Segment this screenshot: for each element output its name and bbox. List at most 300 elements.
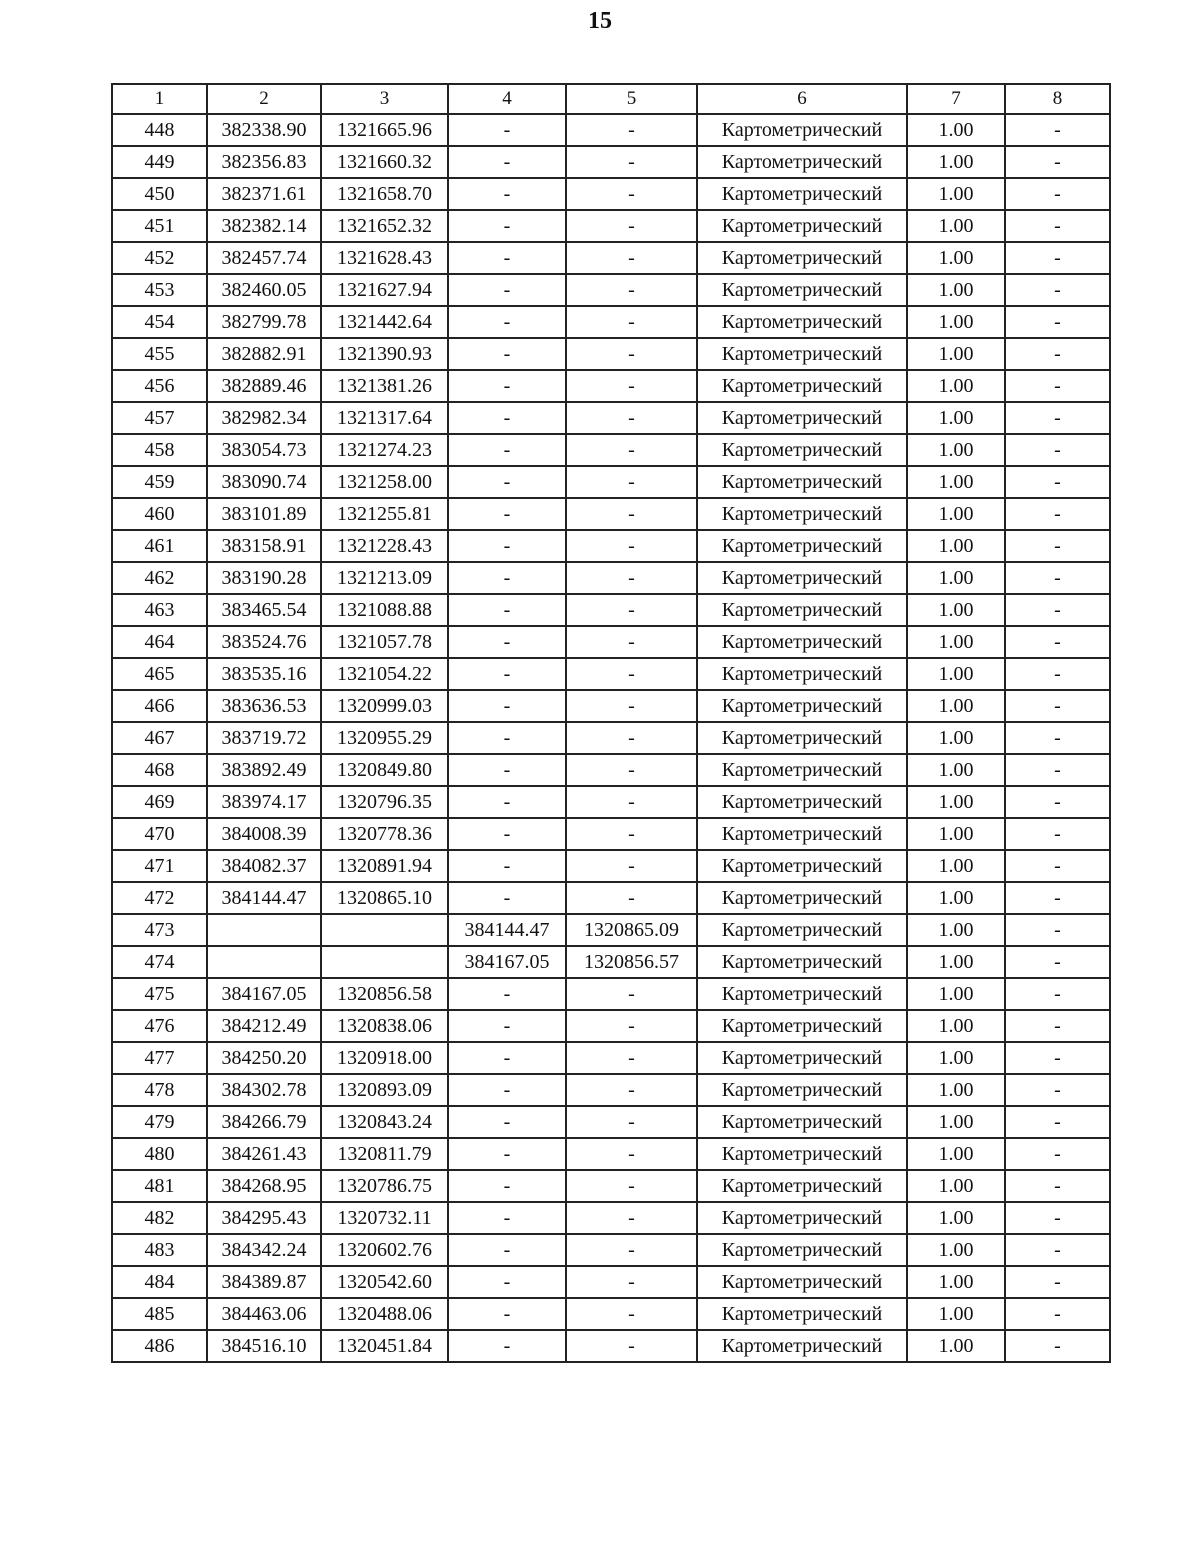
page-number: 15 <box>588 8 612 34</box>
cell-new-coord-x: - <box>448 690 566 722</box>
cell-coord-x: 384302.78 <box>207 1074 321 1106</box>
cell-point-number: 469 <box>112 786 207 818</box>
cell-point-number: 449 <box>112 146 207 178</box>
cell-new-coord-x: - <box>448 786 566 818</box>
cell-coord-x: 383101.89 <box>207 498 321 530</box>
cell-new-coord-y: - <box>566 658 697 690</box>
cell-coord-y: 1321255.81 <box>321 498 448 530</box>
cell-point-number: 454 <box>112 306 207 338</box>
cell-new-coord-x: - <box>448 402 566 434</box>
cell-description: - <box>1005 1330 1110 1362</box>
cell-coord-x: 384167.05 <box>207 978 321 1010</box>
cell-coord-y: 1321317.64 <box>321 402 448 434</box>
cell-coord-y: 1320542.60 <box>321 1266 448 1298</box>
table-row <box>112 146 1110 178</box>
cell-method: Картометрический <box>697 946 907 978</box>
cell-new-coord-y: 1320856.57 <box>566 946 697 978</box>
cell-coord-y <box>321 914 448 946</box>
cell-new-coord-y: - <box>566 1298 697 1330</box>
cell-new-coord-x: - <box>448 562 566 594</box>
table-row <box>112 818 1110 850</box>
cell-coord-y: 1321628.43 <box>321 242 448 274</box>
cell-point-number: 450 <box>112 178 207 210</box>
cell-point-number: 456 <box>112 370 207 402</box>
cell-new-coord-y: - <box>566 242 697 274</box>
cell-point-number: 457 <box>112 402 207 434</box>
cell-coord-x: 382356.83 <box>207 146 321 178</box>
cell-method: Картометрический <box>697 850 907 882</box>
cell-coord-x: 382382.14 <box>207 210 321 242</box>
cell-new-coord-y: - <box>566 370 697 402</box>
cell-description: - <box>1005 466 1110 498</box>
cell-point-number: 479 <box>112 1106 207 1138</box>
cell-new-coord-x: - <box>448 626 566 658</box>
cell-accuracy: 1.00 <box>907 882 1005 914</box>
cell-method: Картометрический <box>697 530 907 562</box>
cell-point-number: 461 <box>112 530 207 562</box>
table-row <box>112 722 1110 754</box>
cell-coord-y: 1320856.58 <box>321 978 448 1010</box>
cell-coord-x: 384389.87 <box>207 1266 321 1298</box>
cell-description: - <box>1005 1202 1110 1234</box>
cell-description: - <box>1005 658 1110 690</box>
cell-coord-x: 382982.34 <box>207 402 321 434</box>
table-row <box>112 914 1110 946</box>
cell-new-coord-x: - <box>448 1074 566 1106</box>
cell-coord-x: 384295.43 <box>207 1202 321 1234</box>
cell-new-coord-x: - <box>448 338 566 370</box>
table-row <box>112 690 1110 722</box>
cell-coord-y: 1321213.09 <box>321 562 448 594</box>
cell-accuracy: 1.00 <box>907 626 1005 658</box>
cell-method: Картометрический <box>697 882 907 914</box>
cell-method: Картометрический <box>697 338 907 370</box>
cell-method: Картометрический <box>697 306 907 338</box>
cell-accuracy: 1.00 <box>907 1266 1005 1298</box>
cell-new-coord-y: - <box>566 178 697 210</box>
cell-method: Картометрический <box>697 786 907 818</box>
cell-new-coord-x: - <box>448 1202 566 1234</box>
cell-coord-y: 1320865.10 <box>321 882 448 914</box>
table-row <box>112 626 1110 658</box>
cell-coord-x: 382371.61 <box>207 178 321 210</box>
cell-new-coord-x: - <box>448 818 566 850</box>
cell-point-number: 458 <box>112 434 207 466</box>
table-row <box>112 402 1110 434</box>
cell-description: - <box>1005 306 1110 338</box>
table-row <box>112 274 1110 306</box>
cell-accuracy: 1.00 <box>907 370 1005 402</box>
cell-method: Картометрический <box>697 370 907 402</box>
cell-new-coord-y: - <box>566 722 697 754</box>
cell-method: Картометрический <box>697 1298 907 1330</box>
cell-coord-y <box>321 946 448 978</box>
cell-new-coord-x: - <box>448 1266 566 1298</box>
cell-point-number: 475 <box>112 978 207 1010</box>
column-header-7: 7 <box>907 84 1005 114</box>
cell-point-number: 480 <box>112 1138 207 1170</box>
cell-new-coord-x: - <box>448 1170 566 1202</box>
cell-coord-y: 1321660.32 <box>321 146 448 178</box>
cell-point-number: 471 <box>112 850 207 882</box>
cell-description: - <box>1005 498 1110 530</box>
cell-new-coord-x: - <box>448 754 566 786</box>
cell-coord-y: 1321088.88 <box>321 594 448 626</box>
cell-coord-y: 1320732.11 <box>321 1202 448 1234</box>
cell-description: - <box>1005 114 1110 146</box>
cell-point-number: 464 <box>112 626 207 658</box>
cell-method: Картометрический <box>697 1138 907 1170</box>
cell-coord-y: 1320786.75 <box>321 1170 448 1202</box>
cell-point-number: 465 <box>112 658 207 690</box>
cell-description: - <box>1005 754 1110 786</box>
cell-new-coord-x: - <box>448 1330 566 1362</box>
cell-description: - <box>1005 882 1110 914</box>
cell-method: Картометрический <box>697 626 907 658</box>
cell-new-coord-x: - <box>448 178 566 210</box>
cell-method: Картометрический <box>697 274 907 306</box>
cell-method: Картометрический <box>697 690 907 722</box>
cell-accuracy: 1.00 <box>907 114 1005 146</box>
table-row <box>112 178 1110 210</box>
cell-coord-x: 383465.54 <box>207 594 321 626</box>
cell-method: Картометрический <box>697 1234 907 1266</box>
cell-coord-y: 1320451.84 <box>321 1330 448 1362</box>
cell-accuracy: 1.00 <box>907 530 1005 562</box>
table-row <box>112 1298 1110 1330</box>
cell-coord-y: 1320602.76 <box>321 1234 448 1266</box>
cell-accuracy: 1.00 <box>907 498 1005 530</box>
table-row <box>112 1010 1110 1042</box>
cell-method: Картометрический <box>697 1074 907 1106</box>
cell-accuracy: 1.00 <box>907 1202 1005 1234</box>
table-row <box>112 466 1110 498</box>
cell-point-number: 484 <box>112 1266 207 1298</box>
cell-accuracy: 1.00 <box>907 402 1005 434</box>
cell-point-number: 459 <box>112 466 207 498</box>
cell-method: Картометрический <box>697 242 907 274</box>
cell-coord-x: 384144.47 <box>207 882 321 914</box>
cell-point-number: 455 <box>112 338 207 370</box>
cell-new-coord-y: - <box>566 1074 697 1106</box>
cell-coord-x: 382889.46 <box>207 370 321 402</box>
cell-coord-x: 384342.24 <box>207 1234 321 1266</box>
cell-new-coord-x: - <box>448 1042 566 1074</box>
table-row <box>112 498 1110 530</box>
cell-method: Картометрический <box>697 594 907 626</box>
table-row <box>112 1202 1110 1234</box>
cell-accuracy: 1.00 <box>907 754 1005 786</box>
coordinates-table <box>111 83 1111 1363</box>
table-row <box>112 978 1110 1010</box>
cell-accuracy: 1.00 <box>907 722 1005 754</box>
cell-description: - <box>1005 434 1110 466</box>
cell-point-number: 463 <box>112 594 207 626</box>
cell-coord-x: 382338.90 <box>207 114 321 146</box>
cell-point-number: 474 <box>112 946 207 978</box>
table-row <box>112 786 1110 818</box>
table-row <box>112 850 1110 882</box>
cell-accuracy: 1.00 <box>907 786 1005 818</box>
cell-accuracy: 1.00 <box>907 850 1005 882</box>
cell-coord-x: 384008.39 <box>207 818 321 850</box>
cell-method: Картометрический <box>697 178 907 210</box>
cell-new-coord-y: - <box>566 434 697 466</box>
cell-new-coord-y: - <box>566 210 697 242</box>
cell-new-coord-x: - <box>448 1298 566 1330</box>
cell-point-number: 451 <box>112 210 207 242</box>
cell-new-coord-y: - <box>566 1170 697 1202</box>
cell-new-coord-x: - <box>448 306 566 338</box>
cell-coord-x: 384516.10 <box>207 1330 321 1362</box>
cell-accuracy: 1.00 <box>907 818 1005 850</box>
cell-new-coord-y: - <box>566 978 697 1010</box>
table-row <box>112 338 1110 370</box>
cell-accuracy: 1.00 <box>907 1330 1005 1362</box>
cell-coord-x <box>207 914 321 946</box>
cell-new-coord-y: - <box>566 306 697 338</box>
cell-new-coord-x: - <box>448 1138 566 1170</box>
cell-accuracy: 1.00 <box>907 178 1005 210</box>
cell-coord-x: 384250.20 <box>207 1042 321 1074</box>
table-row <box>112 1042 1110 1074</box>
cell-point-number: 481 <box>112 1170 207 1202</box>
table-row <box>112 1074 1110 1106</box>
cell-coord-x: 383974.17 <box>207 786 321 818</box>
table-row <box>112 562 1110 594</box>
cell-description: - <box>1005 146 1110 178</box>
cell-description: - <box>1005 562 1110 594</box>
table-row <box>112 1234 1110 1266</box>
cell-coord-x: 383090.74 <box>207 466 321 498</box>
cell-new-coord-x: - <box>448 1234 566 1266</box>
cell-coord-y: 1321228.43 <box>321 530 448 562</box>
cell-coord-x: 382799.78 <box>207 306 321 338</box>
cell-new-coord-y: - <box>566 146 697 178</box>
cell-coord-y: 1321381.26 <box>321 370 448 402</box>
cell-new-coord-y: - <box>566 530 697 562</box>
cell-new-coord-x: - <box>448 114 566 146</box>
cell-new-coord-x: - <box>448 658 566 690</box>
cell-point-number: 478 <box>112 1074 207 1106</box>
cell-new-coord-x: - <box>448 274 566 306</box>
cell-coord-y: 1320488.06 <box>321 1298 448 1330</box>
cell-accuracy: 1.00 <box>907 594 1005 626</box>
cell-new-coord-y: - <box>566 1138 697 1170</box>
cell-accuracy: 1.00 <box>907 978 1005 1010</box>
column-header-5: 5 <box>566 84 697 114</box>
cell-point-number: 448 <box>112 114 207 146</box>
table-row <box>112 370 1110 402</box>
cell-point-number: 482 <box>112 1202 207 1234</box>
cell-coord-x: 383054.73 <box>207 434 321 466</box>
cell-new-coord-y: - <box>566 690 697 722</box>
cell-new-coord-y: - <box>566 562 697 594</box>
cell-new-coord-x: - <box>448 498 566 530</box>
cell-description: - <box>1005 594 1110 626</box>
table-row <box>112 1170 1110 1202</box>
cell-description: - <box>1005 242 1110 274</box>
cell-method: Картометрический <box>697 1106 907 1138</box>
table-row <box>112 754 1110 786</box>
cell-accuracy: 1.00 <box>907 1010 1005 1042</box>
cell-new-coord-y: - <box>566 402 697 434</box>
cell-new-coord-x: - <box>448 594 566 626</box>
cell-description: - <box>1005 370 1110 402</box>
cell-description: - <box>1005 978 1110 1010</box>
cell-point-number: 466 <box>112 690 207 722</box>
cell-new-coord-x: - <box>448 466 566 498</box>
cell-method: Картометрический <box>697 978 907 1010</box>
cell-accuracy: 1.00 <box>907 1074 1005 1106</box>
table-row <box>112 242 1110 274</box>
cell-description: - <box>1005 274 1110 306</box>
cell-coord-x: 383535.16 <box>207 658 321 690</box>
cell-description: - <box>1005 530 1110 562</box>
cell-coord-y: 1320849.80 <box>321 754 448 786</box>
cell-method: Картометрический <box>697 914 907 946</box>
cell-point-number: 486 <box>112 1330 207 1362</box>
cell-method: Картометрический <box>697 402 907 434</box>
cell-coord-x: 383524.76 <box>207 626 321 658</box>
cell-new-coord-y: - <box>566 338 697 370</box>
cell-new-coord-y: - <box>566 786 697 818</box>
cell-coord-x: 384463.06 <box>207 1298 321 1330</box>
table-row <box>112 1106 1110 1138</box>
cell-accuracy: 1.00 <box>907 946 1005 978</box>
cell-method: Картометрический <box>697 722 907 754</box>
cell-accuracy: 1.00 <box>907 434 1005 466</box>
cell-point-number: 483 <box>112 1234 207 1266</box>
cell-method: Картометрический <box>697 1266 907 1298</box>
cell-coord-y: 1321258.00 <box>321 466 448 498</box>
cell-description: - <box>1005 1106 1110 1138</box>
table-row <box>112 658 1110 690</box>
cell-description: - <box>1005 1170 1110 1202</box>
cell-accuracy: 1.00 <box>907 210 1005 242</box>
cell-description: - <box>1005 914 1110 946</box>
cell-description: - <box>1005 1042 1110 1074</box>
column-header-6: 6 <box>697 84 907 114</box>
cell-coord-y: 1321057.78 <box>321 626 448 658</box>
cell-accuracy: 1.00 <box>907 274 1005 306</box>
cell-coord-y: 1320999.03 <box>321 690 448 722</box>
table-row <box>112 882 1110 914</box>
table-row <box>112 1138 1110 1170</box>
column-header-2: 2 <box>207 84 321 114</box>
table-row <box>112 594 1110 626</box>
cell-coord-y: 1320838.06 <box>321 1010 448 1042</box>
cell-coord-y: 1321390.93 <box>321 338 448 370</box>
cell-description: - <box>1005 1266 1110 1298</box>
cell-new-coord-x: - <box>448 722 566 754</box>
table-row <box>112 1266 1110 1298</box>
table-body <box>112 84 1110 1362</box>
cell-accuracy: 1.00 <box>907 1106 1005 1138</box>
cell-coord-x: 382460.05 <box>207 274 321 306</box>
table-row <box>112 210 1110 242</box>
cell-coord-x: 383190.28 <box>207 562 321 594</box>
cell-new-coord-x: - <box>448 370 566 402</box>
cell-new-coord-x: - <box>448 1010 566 1042</box>
cell-method: Картометрический <box>697 1042 907 1074</box>
cell-coord-x: 383636.53 <box>207 690 321 722</box>
cell-method: Картометрический <box>697 1010 907 1042</box>
cell-coord-x: 383892.49 <box>207 754 321 786</box>
cell-new-coord-y: - <box>566 818 697 850</box>
table-row <box>112 114 1110 146</box>
cell-method: Картометрический <box>697 210 907 242</box>
cell-accuracy: 1.00 <box>907 1042 1005 1074</box>
table-row <box>112 1330 1110 1362</box>
cell-accuracy: 1.00 <box>907 1298 1005 1330</box>
cell-coord-x: 382882.91 <box>207 338 321 370</box>
cell-accuracy: 1.00 <box>907 1234 1005 1266</box>
cell-coord-x: 384261.43 <box>207 1138 321 1170</box>
cell-new-coord-x: - <box>448 146 566 178</box>
cell-new-coord-y: - <box>566 1042 697 1074</box>
cell-new-coord-x: - <box>448 1106 566 1138</box>
cell-description: - <box>1005 210 1110 242</box>
cell-point-number: 472 <box>112 882 207 914</box>
cell-new-coord-y: - <box>566 1330 697 1362</box>
cell-new-coord-y: - <box>566 1234 697 1266</box>
column-header-4: 4 <box>448 84 566 114</box>
cell-new-coord-x: - <box>448 434 566 466</box>
cell-accuracy: 1.00 <box>907 146 1005 178</box>
cell-description: - <box>1005 626 1110 658</box>
cell-description: - <box>1005 1298 1110 1330</box>
cell-coord-y: 1320843.24 <box>321 1106 448 1138</box>
cell-accuracy: 1.00 <box>907 562 1005 594</box>
table-row <box>112 306 1110 338</box>
cell-method: Картометрический <box>697 114 907 146</box>
cell-new-coord-x: - <box>448 850 566 882</box>
cell-method: Картометрический <box>697 466 907 498</box>
cell-new-coord-y: - <box>566 274 697 306</box>
cell-new-coord-y: 1320865.09 <box>566 914 697 946</box>
cell-point-number: 468 <box>112 754 207 786</box>
table-row <box>112 434 1110 466</box>
cell-new-coord-y: - <box>566 594 697 626</box>
cell-description: - <box>1005 818 1110 850</box>
cell-coord-y: 1320955.29 <box>321 722 448 754</box>
cell-new-coord-y: - <box>566 1106 697 1138</box>
cell-coord-y: 1320796.35 <box>321 786 448 818</box>
cell-new-coord-y: - <box>566 626 697 658</box>
cell-description: - <box>1005 722 1110 754</box>
cell-coord-x: 383158.91 <box>207 530 321 562</box>
cell-coord-y: 1321442.64 <box>321 306 448 338</box>
cell-description: - <box>1005 690 1110 722</box>
cell-method: Картометрический <box>697 1170 907 1202</box>
cell-method: Картометрический <box>697 146 907 178</box>
cell-coord-x: 384266.79 <box>207 1106 321 1138</box>
cell-new-coord-y: - <box>566 498 697 530</box>
cell-new-coord-y: - <box>566 754 697 786</box>
cell-coord-x: 382457.74 <box>207 242 321 274</box>
cell-point-number: 476 <box>112 1010 207 1042</box>
cell-method: Картометрический <box>697 1330 907 1362</box>
cell-method: Картометрический <box>697 658 907 690</box>
cell-new-coord-x: - <box>448 978 566 1010</box>
cell-coord-y: 1321274.23 <box>321 434 448 466</box>
cell-accuracy: 1.00 <box>907 306 1005 338</box>
cell-accuracy: 1.00 <box>907 658 1005 690</box>
cell-new-coord-x: - <box>448 210 566 242</box>
cell-new-coord-x: 384167.05 <box>448 946 566 978</box>
cell-coord-y: 1320811.79 <box>321 1138 448 1170</box>
